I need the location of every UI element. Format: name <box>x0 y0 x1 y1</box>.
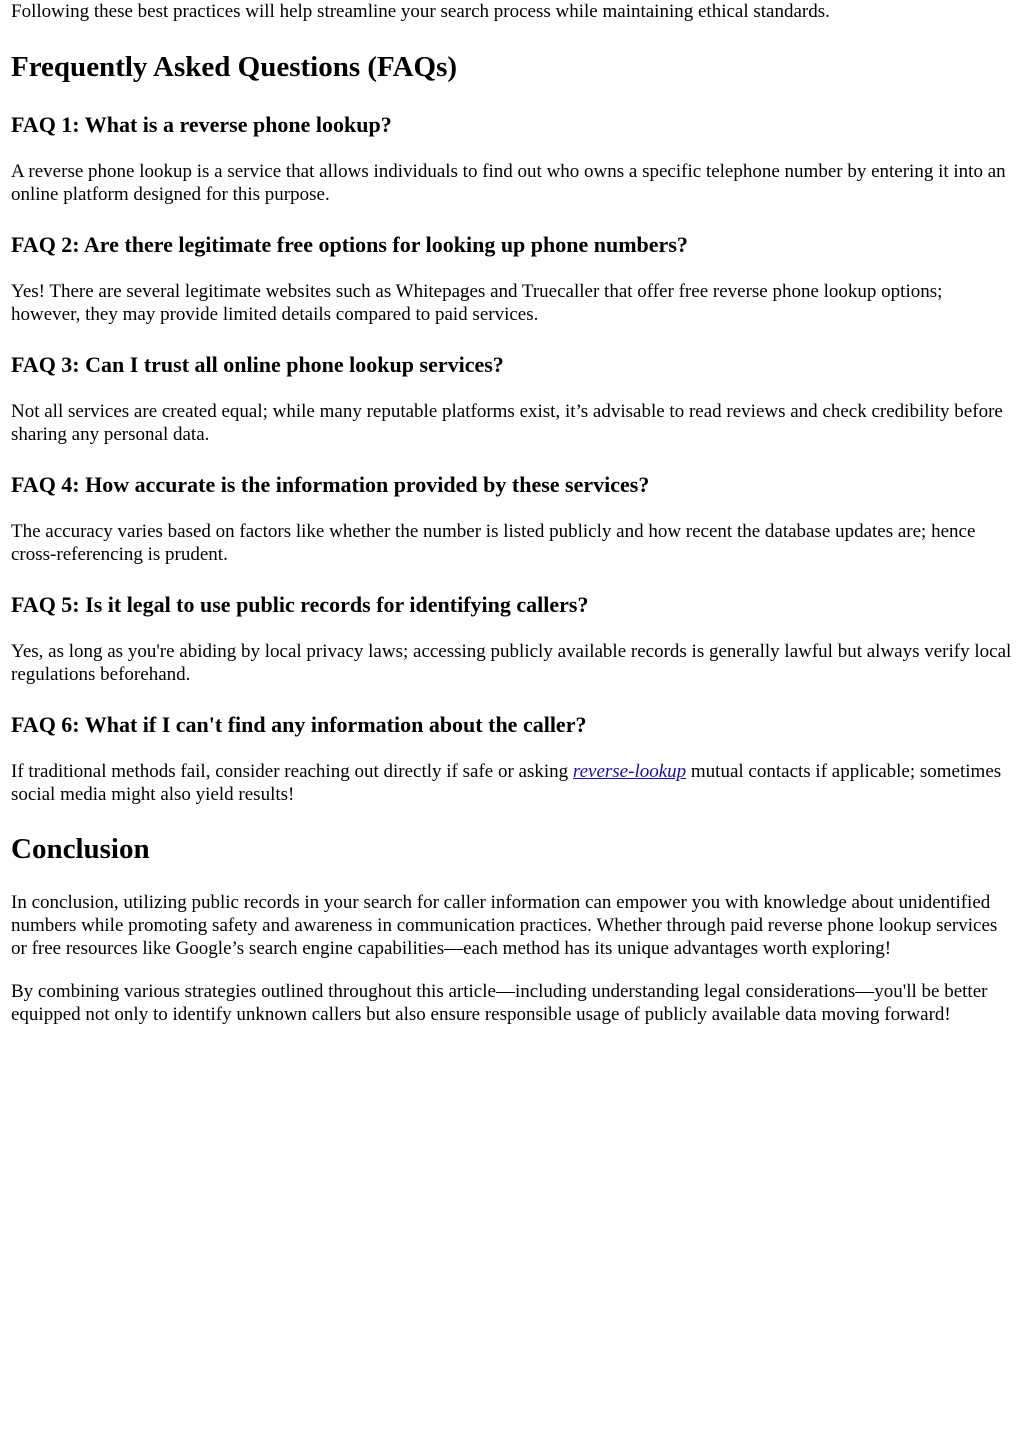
faq-answer-4: The accuracy varies based on factors like whether the number is listed publicly and how recent the database updates are; hence cross-referencing is prudent. <box>11 521 976 565</box>
intro-paragraph: Following these best practices will help streamline your search process while maintaining ethical standards. <box>11 1 830 22</box>
faq-answer-6-text-end: mutual contacts if applicable; sometimes social media might also yield results! <box>11 761 1002 805</box>
conclusion-paragraph-1: In conclusion, utilizing public records in your search for caller information can empower you with knowledge about unidentified numbers while promoting safety and awareness in communication practices. Whether through paid reverse phone lookup services or free resources like Google’s search engine capabilities—each method has its unique advantages worth exploring! <box>11 892 998 959</box>
faq-question-6: FAQ 6: What if I can't find any information about the caller? <box>11 712 587 737</box>
article-content <box>11 0 1015 1026</box>
faq-answer-6 <box>11 760 1015 806</box>
faq-question-2: FAQ 2: Are there legitimate free options for looking up phone numbers? <box>11 232 688 257</box>
faq-answer-5: Yes, as long as you're abiding by local privacy laws; accessing publicly available records is generally lawful but always verify local regulations beforehand. <box>11 641 1012 685</box>
conclusion-title: Conclusion <box>11 833 150 865</box>
reverse-lookup-link[interactable]: reverse-lookup <box>572 761 687 782</box>
faq-question-5: FAQ 5: Is it legal to use public records for identifying callers? <box>11 592 589 617</box>
faq-question-3: FAQ 3: Can I trust all online phone lookup services? <box>11 352 504 377</box>
faq-section-title: Frequently Asked Questions (FAQs) <box>11 51 458 83</box>
faq-answer-1: A reverse phone lookup is a service that allows individuals to find out who owns a specific telephone number by entering it into an online platform designed for this purpose. <box>11 161 1006 205</box>
faq-question-1: FAQ 1: What is a reverse phone lookup? <box>11 112 392 137</box>
conclusion-paragraph-2: By combining various strategies outlined throughout this article—including understanding legal considerations—you'll be better equipped not only to identify unknown callers but also ensure responsible usage of publicly available data moving forward! <box>11 981 988 1025</box>
faq-answer-6-text-start: If traditional methods fail, consider reaching out directly if safe or asking <box>11 761 573 782</box>
faq-answer-3: Not all services are created equal; while many reputable platforms exist, it’s advisable to read reviews and check credibility before sharing any personal data. <box>11 401 1003 445</box>
faq-answer-2: Yes! There are several legitimate websites such as Whitepages and Truecaller that offer free reverse phone lookup options; however, they may provide limited details compared to paid services. <box>11 281 943 325</box>
faq-question-4: FAQ 4: How accurate is the information provided by these services? <box>11 472 650 497</box>
